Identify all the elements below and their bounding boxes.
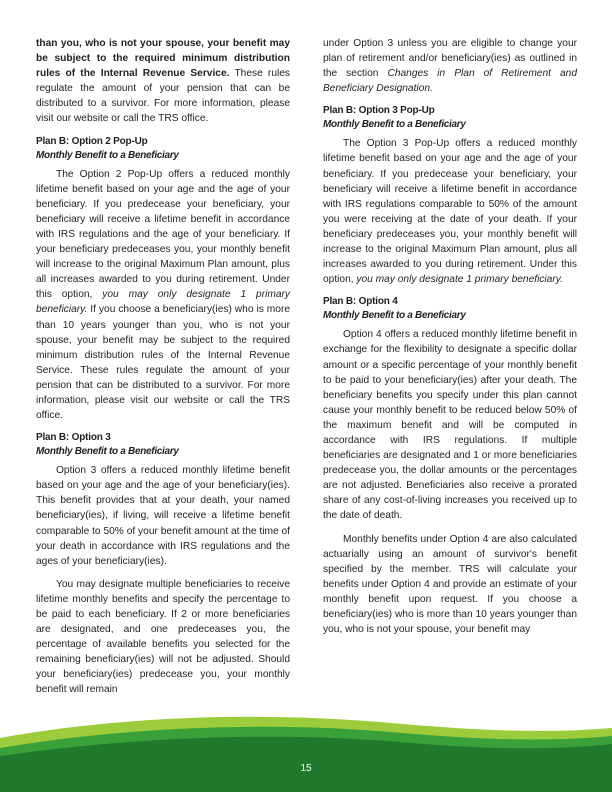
page-number: 15 bbox=[300, 763, 312, 774]
option2-text-b: If you choose a beneficiary(ies) who is more than 10 years younger than you, who is not your spouse, your benefit may be subject to the required minimum distribution rules of the Internal Revenue Service. These rules regulate the amount of your pension that can be distributed to a survivor. For more information, please visit our website or call the TRS office. bbox=[36, 304, 290, 422]
paragraph-option4-2: Monthly benefits under Option 4 are also calculated actuarially using an amount of survivor's benefit specified by the member. TRS will calculate your benefits under Option 4 and provide an estimate of your monthly benefit upon request. If you choose a beneficiary(ies) who is more than 10 years younger than you, who is not your spouse, your benefit may bbox=[323, 533, 577, 636]
section-subheading-option3-popup: Monthly Benefit to a Beneficiary bbox=[323, 119, 466, 131]
paragraph-option3-2: You may designate multiple beneficiaries to receive lifetime monthly benefits and specify the percentage to be paid to each beneficiary. If 2 or more beneficiaries are designated, and one predeceases you, the percentage of available benefits you selected for the remaining beneficiary(ies) will not be adjusted. Should your beneficiary(ies) predecease you, your monthly benefit will remain bbox=[36, 578, 290, 696]
intro-bold-text: than you, who is not your spouse, your benefit may be subject to the required minimum distribution rules of the Internal Revenue Service. bbox=[36, 38, 290, 80]
section-heading-option4: Plan B: Option 4 bbox=[323, 296, 398, 308]
section-heading-option3-popup: Plan B: Option 3 Pop-Up bbox=[323, 105, 435, 117]
paragraph-continued bbox=[323, 36, 577, 96]
option2-italic-text: you may only designate 1 primary beneficiary. bbox=[36, 289, 290, 316]
right-column bbox=[323, 36, 577, 645]
option3-popup-italic-text: you may only designate 1 primary beneficiary. bbox=[356, 274, 563, 286]
option2-text-a: The Option 2 Pop-Up offers a reduced monthly lifetime benefit based on your age and the age of your beneficiary. If you predecease your beneficiary, your beneficiary will receive a lifetime benefit in accordance with IRS regulations and the age of your beneficiary. If your beneficiary predeceases you, your monthly benefit will increase to the original Maximum Plan amount, plus all increases awarded to you during retirement. Under this option, bbox=[36, 168, 290, 301]
continued-italic-text: Changes in Plan of Retirement and Beneficiary Designation. bbox=[323, 68, 577, 95]
section-subheading-option2-popup: Monthly Benefit to a Beneficiary bbox=[36, 149, 179, 161]
footer-wave-graphic bbox=[0, 708, 612, 792]
intro-text: These rules regulate the amount of your pension that can be distributed to a survivor. For more information, please visit our website or call the TRS office. bbox=[36, 68, 291, 125]
left-column bbox=[36, 36, 290, 706]
continued-text: under Option 3 unless you are eligible to change your plan of retirement and/or beneficiary(ies) as outlined in the section bbox=[323, 38, 577, 80]
section-subheading-option3: Monthly Benefit to a Beneficiary bbox=[36, 446, 179, 458]
paragraph-option3-1: Option 3 offers a reduced monthly lifetime benefit based on your age and the age of your beneficiary(ies). This benefit provides that at your death, your named beneficiary(ies), if living, will receive a lifetime benefit comparable to 50% of your benefit amount at the time of your death in accordance with IRS regulations and the ages of your beneficiary(ies). bbox=[36, 465, 290, 567]
section-subheading-option4: Monthly Benefit to a Beneficiary bbox=[323, 310, 466, 322]
paragraph-option4-1: Option 4 offers a reduced monthly lifetime benefit in exchange for the flexibility to designate a specific dollar amount or a specific percentage of your monthly benefit to be paid to your beneficiary(ies) after your death. The beneficiary benefits you specify under this plan cannot cause your monthly benefit to be reduced below 50% of the maximum benefit and will be computed in accordance with IRS regulations. If multiple beneficiaries are designated and 1 or more beneficiaries predecease you, the dollar amounts or the percentages are not adjusted. Beneficiaries also receive a prorated share of any cost-of-living increases you received up to the date of death. bbox=[323, 329, 577, 522]
option3-popup-text: The Option 3 Pop-Up offers a reduced monthly lifetime benefit based on your age and the age of your beneficiary. If you predecease your beneficiary, your beneficiary will receive a lifetime benefit in accordance with IRS regulations comparable to 50% of the amount you were receiving at the date of your death. If your beneficiary predeceases you, your monthly benefit will increase to the original Maximum Plan amount, plus all increases awarded to you during retirement. Under this option, bbox=[323, 138, 577, 286]
paragraph-option3-popup bbox=[323, 136, 577, 287]
section-heading-option3: Plan B: Option 3 bbox=[36, 432, 111, 444]
paragraph-option2-popup bbox=[36, 167, 290, 424]
section-heading-option2-popup: Plan B: Option 2 Pop-Up bbox=[36, 135, 148, 147]
paragraph-intro bbox=[36, 36, 290, 127]
